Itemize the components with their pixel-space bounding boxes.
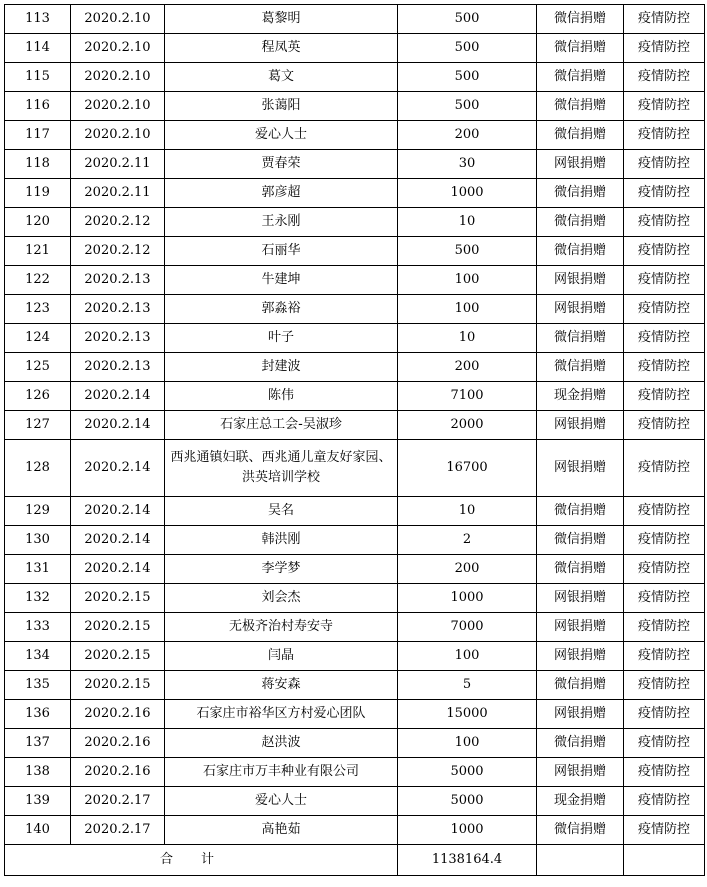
donation-table: [4, 4, 705, 876]
total-empty-cell: [624, 845, 705, 876]
amount-cell: 200: [398, 353, 537, 382]
donor-name-cell: 高艳茹: [165, 816, 398, 845]
purpose-cell: 疫情防控: [624, 150, 705, 179]
donation-method-cell: 微信捐赠: [537, 353, 624, 382]
donation-method-cell: 网银捐赠: [537, 584, 624, 613]
date-cell: 2020.2.15: [71, 671, 165, 700]
amount-cell: 2: [398, 526, 537, 555]
donation-method-cell: 微信捐赠: [537, 526, 624, 555]
row-number-cell: 115: [5, 63, 71, 92]
amount-cell: 30: [398, 150, 537, 179]
purpose-cell: 疫情防控: [624, 121, 705, 150]
donation-method-cell: 网银捐赠: [537, 295, 624, 324]
purpose-cell: 疫情防控: [624, 411, 705, 440]
table-row: [5, 555, 705, 584]
amount-cell: 16700: [398, 440, 537, 497]
purpose-cell: 疫情防控: [624, 613, 705, 642]
table-row: [5, 526, 705, 555]
purpose-cell: 疫情防控: [624, 208, 705, 237]
row-number-cell: 129: [5, 497, 71, 526]
purpose-cell: 疫情防控: [624, 382, 705, 411]
donor-name-cell: 石丽华: [165, 237, 398, 266]
donor-name-cell: 程凤英: [165, 34, 398, 63]
row-number-cell: 132: [5, 584, 71, 613]
table-row: [5, 584, 705, 613]
table-row: [5, 295, 705, 324]
row-number-cell: 117: [5, 121, 71, 150]
table-row: [5, 208, 705, 237]
donation-method-cell: 微信捐赠: [537, 5, 624, 34]
donor-name-cell: 赵洪波: [165, 729, 398, 758]
donation-method-cell: 微信捐赠: [537, 237, 624, 266]
date-cell: 2020.2.10: [71, 63, 165, 92]
total-label: 合计: [5, 845, 398, 876]
purpose-cell: 疫情防控: [624, 440, 705, 497]
table-row: [5, 816, 705, 845]
donor-name-cell: 爱心人士: [165, 787, 398, 816]
purpose-cell: 疫情防控: [624, 758, 705, 787]
donor-name-cell: 王永刚: [165, 208, 398, 237]
date-cell: 2020.2.15: [71, 584, 165, 613]
purpose-cell: 疫情防控: [624, 816, 705, 845]
row-number-cell: 123: [5, 295, 71, 324]
date-cell: 2020.2.13: [71, 266, 165, 295]
row-number-cell: 135: [5, 671, 71, 700]
amount-cell: 5000: [398, 758, 537, 787]
donor-name-cell: 牛建坤: [165, 266, 398, 295]
date-cell: 2020.2.10: [71, 121, 165, 150]
total-row: [5, 845, 705, 876]
date-cell: 2020.2.11: [71, 179, 165, 208]
row-number-cell: 127: [5, 411, 71, 440]
date-cell: 2020.2.13: [71, 353, 165, 382]
table-row: [5, 237, 705, 266]
donation-method-cell: 微信捐赠: [537, 816, 624, 845]
purpose-cell: 疫情防控: [624, 526, 705, 555]
amount-cell: 200: [398, 121, 537, 150]
purpose-cell: 疫情防控: [624, 671, 705, 700]
date-cell: 2020.2.15: [71, 642, 165, 671]
amount-cell: 100: [398, 266, 537, 295]
donor-name-cell: 蒋安森: [165, 671, 398, 700]
donation-method-cell: 微信捐赠: [537, 208, 624, 237]
date-cell: 2020.2.10: [71, 5, 165, 34]
date-cell: 2020.2.14: [71, 411, 165, 440]
date-cell: 2020.2.16: [71, 729, 165, 758]
donor-name-cell: 韩洪刚: [165, 526, 398, 555]
donation-method-cell: 微信捐赠: [537, 121, 624, 150]
donor-name-cell: 叶子: [165, 324, 398, 353]
table-row: [5, 179, 705, 208]
amount-cell: 500: [398, 237, 537, 266]
donor-name-cell: 陈伟: [165, 382, 398, 411]
amount-cell: 10: [398, 324, 537, 353]
table-row: [5, 266, 705, 295]
amount-cell: 500: [398, 34, 537, 63]
amount-cell: 15000: [398, 700, 537, 729]
table-row: [5, 5, 705, 34]
purpose-cell: 疫情防控: [624, 497, 705, 526]
amount-cell: 10: [398, 208, 537, 237]
table-row: [5, 613, 705, 642]
row-number-cell: 121: [5, 237, 71, 266]
row-number-cell: 122: [5, 266, 71, 295]
donation-method-cell: 微信捐赠: [537, 729, 624, 758]
donor-name-cell: 郭淼裕: [165, 295, 398, 324]
donor-name-cell: 李学梦: [165, 555, 398, 584]
amount-cell: 5000: [398, 787, 537, 816]
amount-cell: 10: [398, 497, 537, 526]
purpose-cell: 疫情防控: [624, 295, 705, 324]
donation-method-cell: 现金捐赠: [537, 787, 624, 816]
table-row: [5, 440, 705, 497]
table-row: [5, 121, 705, 150]
total-empty-cell: [537, 845, 624, 876]
row-number-cell: 113: [5, 5, 71, 34]
date-cell: 2020.2.14: [71, 382, 165, 411]
donation-method-cell: 微信捐赠: [537, 497, 624, 526]
table-row: [5, 671, 705, 700]
row-number-cell: 130: [5, 526, 71, 555]
donation-method-cell: 微信捐赠: [537, 179, 624, 208]
table-row: [5, 758, 705, 787]
purpose-cell: 疫情防控: [624, 5, 705, 34]
donation-method-cell: 网银捐赠: [537, 411, 624, 440]
donation-method-cell: 微信捐赠: [537, 92, 624, 121]
donation-method-cell: 微信捐赠: [537, 63, 624, 92]
donor-name-cell: 郭彦超: [165, 179, 398, 208]
date-cell: 2020.2.14: [71, 497, 165, 526]
table-row: [5, 63, 705, 92]
donation-table-body: [5, 5, 705, 876]
purpose-cell: 疫情防控: [624, 92, 705, 121]
amount-cell: 7100: [398, 382, 537, 411]
date-cell: 2020.2.11: [71, 150, 165, 179]
donor-name-cell: 刘会杰: [165, 584, 398, 613]
purpose-cell: 疫情防控: [624, 34, 705, 63]
amount-cell: 1000: [398, 816, 537, 845]
table-row: [5, 353, 705, 382]
row-number-cell: 140: [5, 816, 71, 845]
date-cell: 2020.2.17: [71, 816, 165, 845]
purpose-cell: 疫情防控: [624, 237, 705, 266]
date-cell: 2020.2.14: [71, 555, 165, 584]
amount-cell: 500: [398, 63, 537, 92]
row-number-cell: 118: [5, 150, 71, 179]
donor-name-cell: 封建波: [165, 353, 398, 382]
donor-name-cell: 葛黎明: [165, 5, 398, 34]
donor-name-cell: 石家庄总工会-吴淑珍: [165, 411, 398, 440]
date-cell: 2020.2.12: [71, 208, 165, 237]
total-value: 1138164.4: [398, 845, 537, 876]
amount-cell: 100: [398, 642, 537, 671]
amount-cell: 500: [398, 92, 537, 121]
purpose-cell: 疫情防控: [624, 787, 705, 816]
row-number-cell: 126: [5, 382, 71, 411]
donation-method-cell: 网银捐赠: [537, 700, 624, 729]
donation-method-cell: 微信捐赠: [537, 555, 624, 584]
row-number-cell: 128: [5, 440, 71, 497]
donor-name-cell: 贾春荣: [165, 150, 398, 179]
date-cell: 2020.2.10: [71, 34, 165, 63]
purpose-cell: 疫情防控: [624, 63, 705, 92]
donor-name-cell: 石家庄市万丰种业有限公司: [165, 758, 398, 787]
row-number-cell: 119: [5, 179, 71, 208]
amount-cell: 7000: [398, 613, 537, 642]
donation-method-cell: 微信捐赠: [537, 671, 624, 700]
donation-method-cell: 微信捐赠: [537, 34, 624, 63]
date-cell: 2020.2.15: [71, 613, 165, 642]
row-number-cell: 124: [5, 324, 71, 353]
donor-name-cell: 无极齐治村寿安寺: [165, 613, 398, 642]
donation-method-cell: 网银捐赠: [537, 440, 624, 497]
purpose-cell: 疫情防控: [624, 700, 705, 729]
amount-cell: 200: [398, 555, 537, 584]
date-cell: 2020.2.13: [71, 295, 165, 324]
amount-cell: 100: [398, 295, 537, 324]
amount-cell: 5: [398, 671, 537, 700]
donor-name-cell: 石家庄市裕华区方村爱心团队: [165, 700, 398, 729]
table-row: [5, 787, 705, 816]
row-number-cell: 120: [5, 208, 71, 237]
date-cell: 2020.2.16: [71, 758, 165, 787]
row-number-cell: 139: [5, 787, 71, 816]
purpose-cell: 疫情防控: [624, 266, 705, 295]
table-row: [5, 34, 705, 63]
amount-cell: 100: [398, 729, 537, 758]
row-number-cell: 138: [5, 758, 71, 787]
table-row: [5, 642, 705, 671]
row-number-cell: 133: [5, 613, 71, 642]
purpose-cell: 疫情防控: [624, 555, 705, 584]
table-row: [5, 411, 705, 440]
date-cell: 2020.2.12: [71, 237, 165, 266]
table-row: [5, 497, 705, 526]
donation-method-cell: 现金捐赠: [537, 382, 624, 411]
donor-name-cell: 闫晶: [165, 642, 398, 671]
date-cell: 2020.2.14: [71, 440, 165, 497]
amount-cell: 1000: [398, 584, 537, 613]
amount-cell: 1000: [398, 179, 537, 208]
row-number-cell: 134: [5, 642, 71, 671]
donor-name-cell: 爱心人士: [165, 121, 398, 150]
date-cell: 2020.2.13: [71, 324, 165, 353]
donor-name-cell: 张蔼阳: [165, 92, 398, 121]
table-row: [5, 92, 705, 121]
purpose-cell: 疫情防控: [624, 179, 705, 208]
date-cell: 2020.2.14: [71, 526, 165, 555]
date-cell: 2020.2.17: [71, 787, 165, 816]
donor-name-cell: 吴名: [165, 497, 398, 526]
amount-cell: 500: [398, 5, 537, 34]
date-cell: 2020.2.10: [71, 92, 165, 121]
table-row: [5, 382, 705, 411]
amount-cell: 2000: [398, 411, 537, 440]
date-cell: 2020.2.16: [71, 700, 165, 729]
table-row: [5, 729, 705, 758]
row-number-cell: 116: [5, 92, 71, 121]
row-number-cell: 136: [5, 700, 71, 729]
purpose-cell: 疫情防控: [624, 729, 705, 758]
donation-method-cell: 网银捐赠: [537, 758, 624, 787]
donation-method-cell: 网银捐赠: [537, 150, 624, 179]
donation-method-cell: 网银捐赠: [537, 266, 624, 295]
donor-name-cell: 西兆通镇妇联、西兆通儿童友好家园、洪英培训学校: [165, 440, 398, 497]
row-number-cell: 125: [5, 353, 71, 382]
purpose-cell: 疫情防控: [624, 642, 705, 671]
table-row: [5, 150, 705, 179]
donation-method-cell: 微信捐赠: [537, 324, 624, 353]
donor-name-cell: 葛文: [165, 63, 398, 92]
donation-method-cell: 网银捐赠: [537, 613, 624, 642]
purpose-cell: 疫情防控: [624, 324, 705, 353]
purpose-cell: 疫情防控: [624, 584, 705, 613]
row-number-cell: 137: [5, 729, 71, 758]
purpose-cell: 疫情防控: [624, 353, 705, 382]
donation-method-cell: 网银捐赠: [537, 642, 624, 671]
row-number-cell: 114: [5, 34, 71, 63]
table-row: [5, 324, 705, 353]
row-number-cell: 131: [5, 555, 71, 584]
table-row: [5, 700, 705, 729]
